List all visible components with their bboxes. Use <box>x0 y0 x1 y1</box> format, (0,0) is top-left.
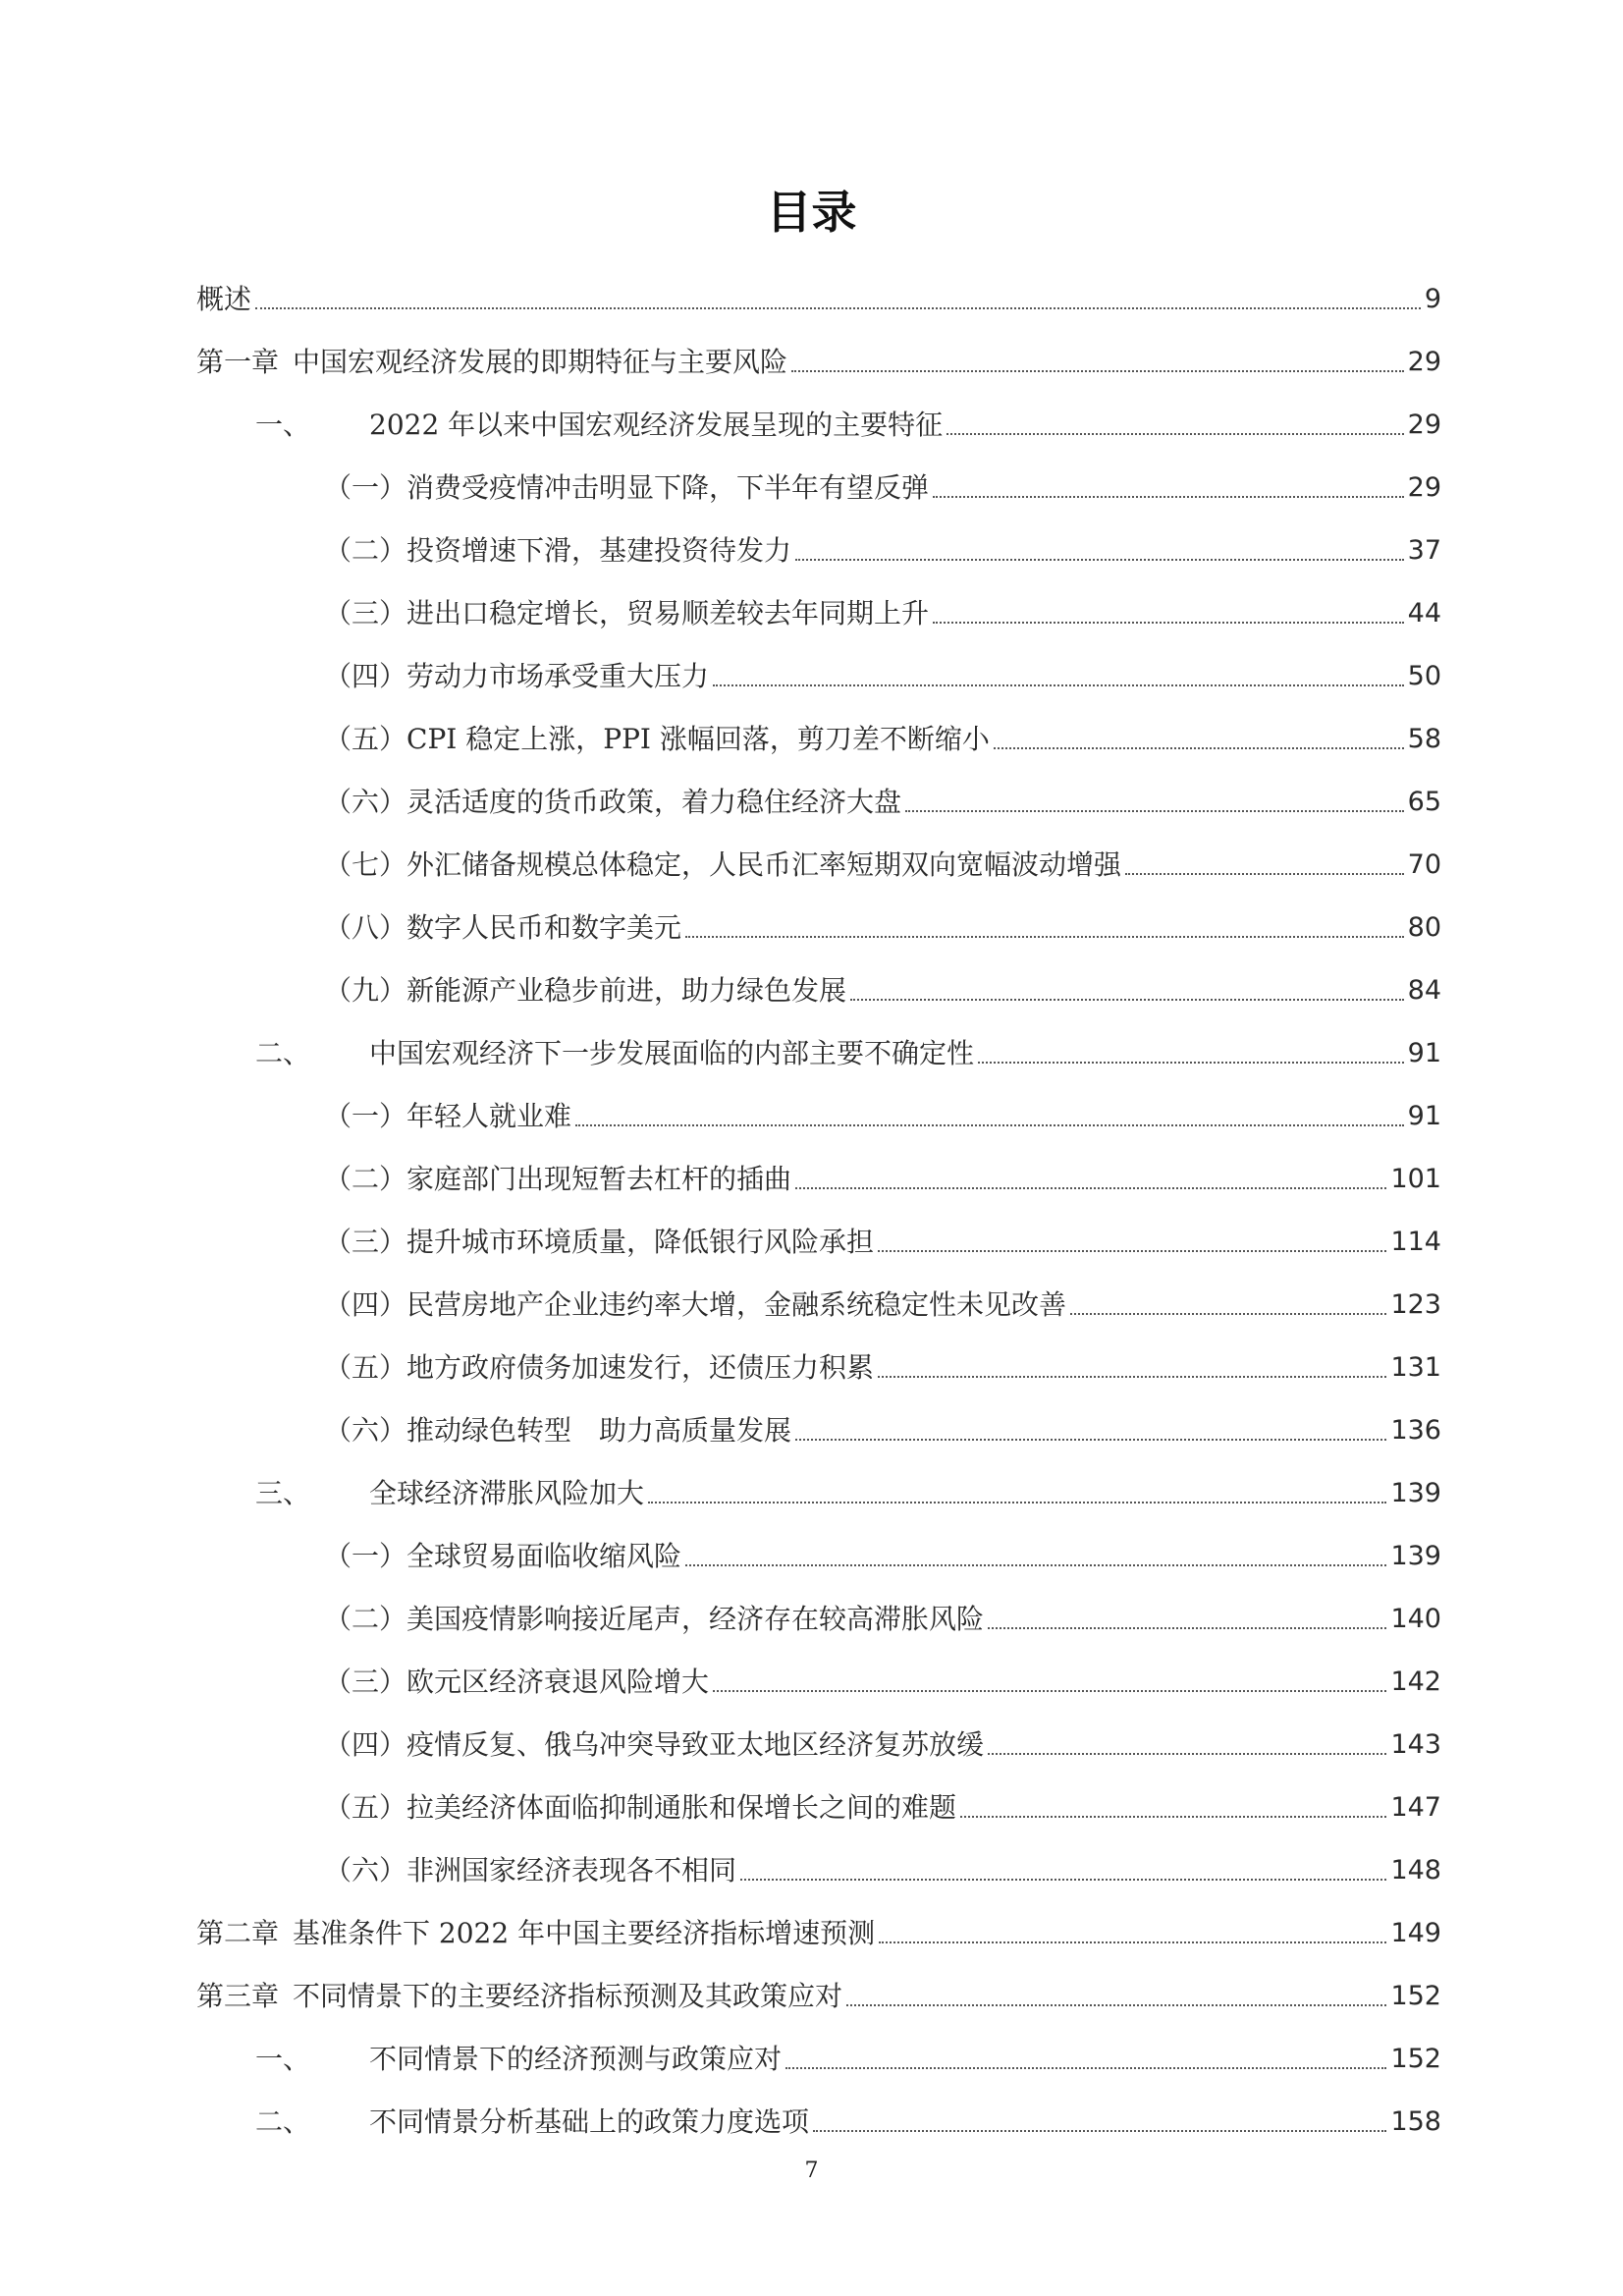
page-title: 目录 <box>766 186 857 239</box>
dot-leader <box>1125 873 1404 875</box>
toc-entry-title: 推动绿色转型 助力高质量发展 <box>406 1414 792 1447</box>
dot-leader <box>960 1816 1386 1818</box>
toc-entry-title: 新能源产业稳步前进，助力绿色发展 <box>406 974 847 1007</box>
toc-entry[interactable] <box>196 442 1441 505</box>
toc-entry-page: 139 <box>1390 1541 1441 1571</box>
toc-entry-title: 概述 <box>196 283 252 315</box>
dot-leader <box>740 1879 1386 1881</box>
toc-entry-title: 地方政府债务加速发行，还债压力积累 <box>406 1351 875 1384</box>
toc-entry-number: （五） <box>324 1351 407 1384</box>
dot-leader <box>846 2004 1386 2006</box>
toc-entry-page: 149 <box>1390 1918 1441 1948</box>
toc-entry-page: 101 <box>1390 1164 1441 1194</box>
dot-leader <box>813 2130 1386 2132</box>
toc-entry-number: （三） <box>324 597 407 629</box>
toc-entry-number: （一） <box>324 1100 407 1132</box>
toc-entry-page: 58 <box>1407 724 1441 754</box>
toc-entry-title: 美国疫情影响接近尾声，经济存在较高滞胀风险 <box>406 1603 985 1635</box>
toc-entry-title: 疫情反复、俄乌冲突导致亚太地区经济复苏放缓 <box>406 1728 985 1761</box>
dot-leader <box>878 1250 1386 1252</box>
toc-entry[interactable] <box>196 756 1441 819</box>
toc-entry-page: 44 <box>1407 598 1441 629</box>
toc-entry-title: 投资增速下滑，基建投资待发力 <box>406 534 792 567</box>
toc-entry-number: （三） <box>324 1666 407 1698</box>
toc-entry-page: 37 <box>1407 535 1441 566</box>
toc-entry-title: 劳动力市场承受重大压力 <box>406 660 710 692</box>
dot-leader <box>685 1564 1386 1566</box>
toc-entry-page: 140 <box>1390 1604 1441 1634</box>
page-number: 7 <box>804 2159 819 2183</box>
toc-entry-number: （一） <box>324 1540 407 1572</box>
toc-entry-number: （二） <box>324 1603 407 1635</box>
toc-entry[interactable] <box>196 1636 1441 1699</box>
dot-leader <box>713 1690 1386 1692</box>
toc-entry-page: 136 <box>1390 1415 1441 1446</box>
toc-entry-page: 80 <box>1407 912 1441 943</box>
toc-entry[interactable] <box>196 1196 1441 1259</box>
toc-entry-title: 欧元区经济衰退风险增大 <box>406 1666 710 1698</box>
toc-entry-number: （五） <box>324 1791 407 1824</box>
toc-entry[interactable] <box>196 568 1441 630</box>
dot-leader <box>795 559 1404 561</box>
toc-entry-page: 91 <box>1407 1101 1441 1131</box>
toc-entry[interactable] <box>196 316 1441 379</box>
toc-entry-title: 非洲国家经济表现各不相同 <box>406 1854 737 1886</box>
toc-entry-page: 142 <box>1390 1667 1441 1697</box>
toc-entry[interactable] <box>196 1259 1441 1322</box>
toc-entry-page: 131 <box>1390 1352 1441 1383</box>
toc-entry[interactable] <box>196 945 1441 1008</box>
dot-leader <box>933 496 1404 498</box>
toc-entry-title: 拉美经济体面临抑制通胀和保增长之间的难题 <box>406 1791 957 1824</box>
dot-leader <box>850 999 1404 1001</box>
toc-entry-number: （六） <box>324 1854 407 1886</box>
toc-entry-page: 139 <box>1390 1478 1441 1508</box>
toc-entry-page: 158 <box>1390 2106 1441 2137</box>
toc-entry[interactable] <box>196 253 1441 316</box>
toc-entry[interactable] <box>196 819 1441 882</box>
toc-entry-page: 50 <box>1407 661 1441 691</box>
toc-entry-number: （三） <box>324 1226 407 1258</box>
toc-entry[interactable] <box>196 1070 1441 1133</box>
toc-entry-title: 家庭部门出现短暂去杠杆的插曲 <box>406 1163 792 1195</box>
dot-leader <box>947 433 1403 435</box>
toc-entry-page: 84 <box>1407 975 1441 1006</box>
dot-leader <box>648 1502 1386 1503</box>
dot-leader <box>988 1627 1386 1629</box>
toc-entry-page: 148 <box>1390 1855 1441 1886</box>
toc-entry-number: （二） <box>324 1163 407 1195</box>
toc-entry-page: 29 <box>1407 472 1441 503</box>
table-of-contents <box>196 253 1441 2139</box>
toc-entry-number: （六） <box>324 786 407 818</box>
toc-entry-page: 152 <box>1390 1981 1441 2011</box>
toc-entry[interactable] <box>196 1510 1441 1573</box>
toc-entry-title: 不同情景下的经济预测与政策应对 <box>369 2043 783 2075</box>
toc-entry[interactable] <box>196 1573 1441 1636</box>
toc-entry-title: 外汇储备规模总体稳定，人民币汇率短期双向宽幅波动增强 <box>406 848 1122 881</box>
dot-leader <box>575 1124 1404 1126</box>
toc-entry-page: 123 <box>1390 1289 1441 1320</box>
dot-leader <box>978 1062 1404 1064</box>
toc-entry-title: 中国宏观经济下一步发展面临的内部主要不确定性 <box>369 1037 975 1069</box>
dot-leader <box>933 622 1404 624</box>
toc-entry-title: 民营房地产企业违约率大增，金融系统稳定性未见改善 <box>406 1288 1067 1321</box>
dot-leader <box>255 307 1421 309</box>
toc-entry-number: 一、 <box>255 409 311 441</box>
toc-entry-number: （五） <box>324 723 407 755</box>
toc-entry-number: （七） <box>324 848 407 881</box>
toc-entry-number: （二） <box>324 534 407 567</box>
toc-entry-title: 全球经济滞胀风险加大 <box>369 1477 645 1509</box>
toc-entry-page: 70 <box>1407 849 1441 880</box>
toc-entry-number: 一、 <box>255 2043 311 2075</box>
toc-entry-title: 进出口稳定增长，贸易顺差较去年同期上升 <box>406 597 930 629</box>
toc-entry[interactable] <box>196 2076 1441 2139</box>
toc-entry-title: 中国宏观经济发展的即期特征与主要风险 <box>293 346 788 378</box>
toc-entry-title: 提升城市环境质量，降低银行风险承担 <box>406 1226 875 1258</box>
toc-entry[interactable] <box>196 1950 1441 2013</box>
toc-entry[interactable] <box>196 693 1441 756</box>
dot-leader <box>1070 1313 1386 1315</box>
dot-leader <box>791 370 1404 372</box>
toc-entry-page: 9 <box>1424 284 1441 314</box>
dot-leader <box>988 1753 1386 1755</box>
toc-entry[interactable] <box>196 379 1441 442</box>
toc-entry[interactable] <box>196 1887 1441 1950</box>
toc-entry-page: 91 <box>1407 1038 1441 1068</box>
toc-entry-title: 年轻人就业难 <box>406 1100 572 1132</box>
toc-entry-title: 不同情景分析基础上的政策力度选项 <box>369 2105 810 2138</box>
dot-leader <box>879 1941 1386 1943</box>
toc-entry[interactable] <box>196 1133 1441 1196</box>
dot-leader <box>795 1187 1386 1189</box>
dot-leader <box>994 747 1404 749</box>
toc-entry-number: 第二章 <box>196 1917 280 1949</box>
toc-entry[interactable] <box>196 1008 1441 1070</box>
toc-entry-page: 65 <box>1407 787 1441 817</box>
dot-leader <box>795 1439 1386 1441</box>
toc-entry-number: （四） <box>324 1288 407 1321</box>
toc-entry-number: （四） <box>324 1728 407 1761</box>
toc-entry[interactable] <box>196 505 1441 568</box>
toc-entry-page: 114 <box>1390 1227 1441 1257</box>
toc-entry-number: （一） <box>324 471 407 504</box>
toc-entry-page: 29 <box>1407 410 1441 440</box>
dot-leader <box>685 936 1404 938</box>
dot-leader <box>785 2067 1386 2069</box>
dot-leader <box>878 1376 1386 1378</box>
toc-entry-title: 消费受疫情冲击明显下降，下半年有望反弹 <box>406 471 930 504</box>
dot-leader <box>905 810 1404 812</box>
toc-entry-number: （九） <box>324 974 407 1007</box>
dot-leader <box>713 684 1404 686</box>
toc-entry-page: 143 <box>1390 1729 1441 1760</box>
toc-entry-title: 基准条件下 2022 年中国主要经济指标增速预测 <box>293 1917 876 1949</box>
toc-entry[interactable] <box>196 2013 1441 2076</box>
toc-entry[interactable] <box>196 882 1441 945</box>
toc-entry-page: 29 <box>1407 347 1441 377</box>
toc-entry-page: 147 <box>1390 1792 1441 1823</box>
toc-entry-title: 灵活适度的货币政策，着力稳住经济大盘 <box>406 786 902 818</box>
toc-entry-number: （四） <box>324 660 407 692</box>
toc-entry-title: CPI 稳定上涨，PPI 涨幅回落，剪刀差不断缩小 <box>406 723 990 755</box>
toc-entry[interactable] <box>196 1322 1441 1385</box>
toc-entry-number: 二、 <box>255 2105 311 2138</box>
toc-entry-title: 数字人民币和数字美元 <box>406 911 682 944</box>
toc-entry-number: 第一章 <box>196 346 280 378</box>
toc-entry-number: （八） <box>324 911 407 944</box>
toc-entry-number: 第三章 <box>196 1980 280 2012</box>
toc-entry-page: 152 <box>1390 2044 1441 2074</box>
toc-entry[interactable] <box>196 1448 1441 1510</box>
toc-entry-title: 2022 年以来中国宏观经济发展呈现的主要特征 <box>369 409 944 441</box>
toc-entry[interactable] <box>196 1699 1441 1762</box>
toc-entry[interactable] <box>196 1762 1441 1825</box>
toc-entry[interactable] <box>196 630 1441 693</box>
toc-entry-title: 全球贸易面临收缩风险 <box>406 1540 682 1572</box>
toc-entry[interactable] <box>196 1385 1441 1448</box>
toc-entry-number: 三、 <box>255 1477 311 1509</box>
toc-entry-title: 不同情景下的主要经济指标预测及其政策应对 <box>293 1980 843 2012</box>
toc-entry-number: （六） <box>324 1414 407 1447</box>
toc-entry-number: 二、 <box>255 1037 311 1069</box>
toc-entry[interactable] <box>196 1825 1441 1887</box>
